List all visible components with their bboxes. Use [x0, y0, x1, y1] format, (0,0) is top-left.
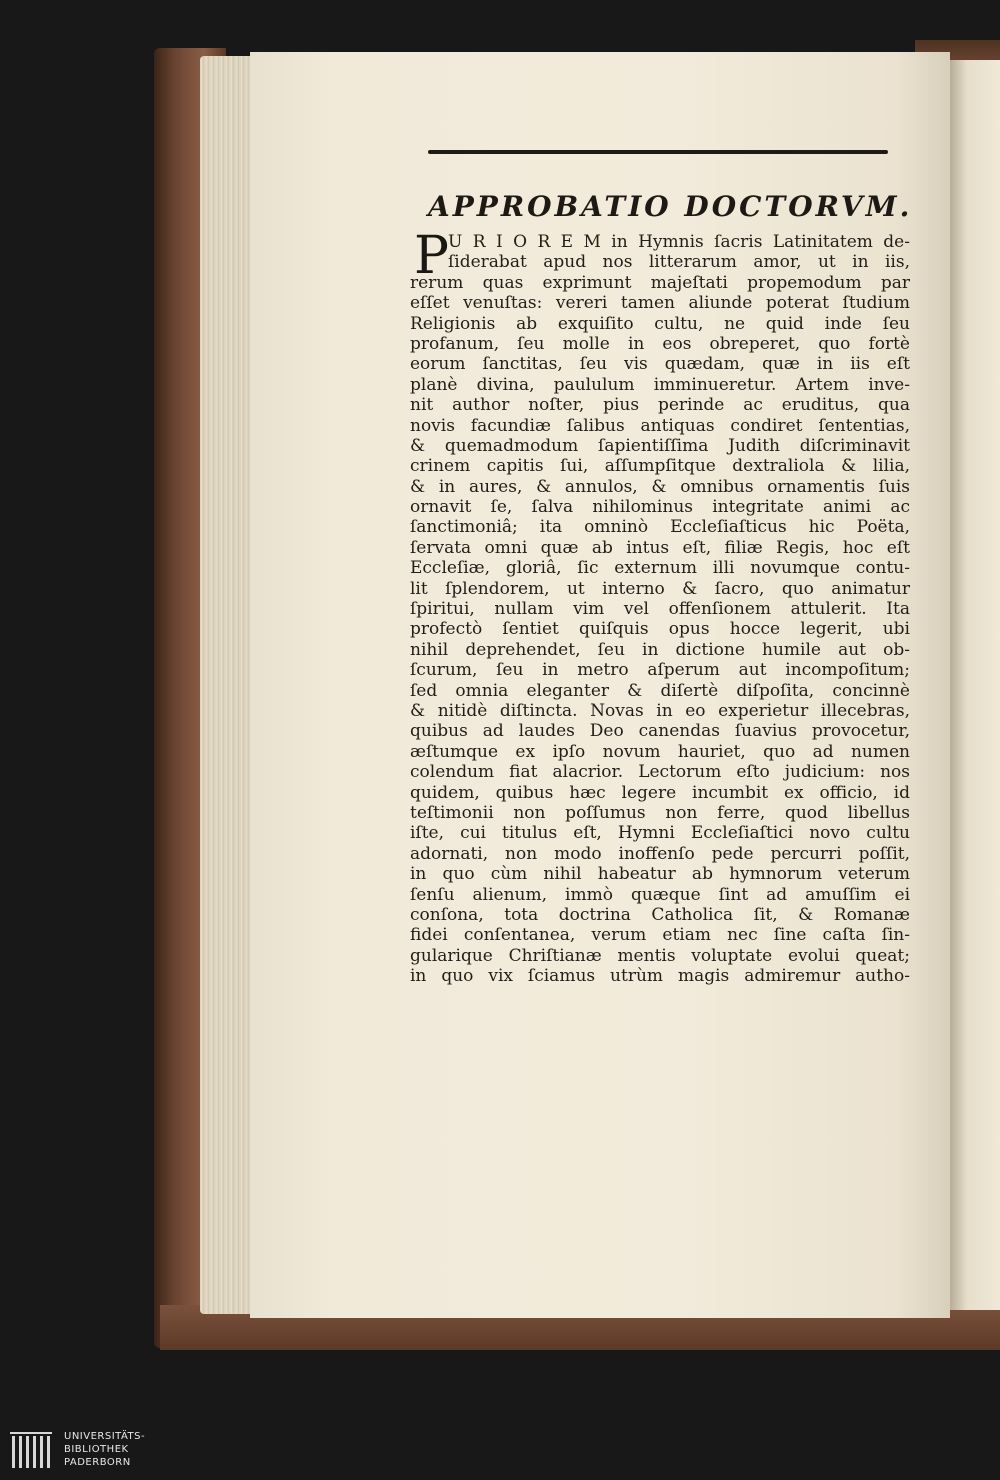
text-line: ſanctimoniâ; ita omninò Eccleſiaſticus hic Poëta,	[410, 517, 910, 538]
text-line: novis facundiæ ſalibus antiquas condiret ſententias,	[410, 415, 910, 436]
text-line: nihil deprehendet, ſeu in dictione humile aut ob-	[410, 639, 910, 660]
text-line: eſſet venuſtas: vereri tamen aliunde poterat ſtudium	[410, 293, 910, 314]
text-line: Religionis ab exquiſito cultu, ne quid inde ſeu	[410, 313, 910, 334]
text-line: ſcurum, ſeu in metro aſperum aut incompoſitum;	[410, 660, 910, 681]
text-line: eorum ſanctitas, ſeu vis quædam, quæ in iis eſt	[410, 354, 910, 375]
text-line: profanum, ſeu molle in eos obreperet, quo fortè	[410, 333, 910, 354]
text-line: ſiderabat apud nos litterarum amor, ut in iis,	[448, 252, 910, 273]
text-line: in quo cùm nihil habeatur ab hymnorum veterum	[410, 864, 910, 885]
text-line: colendum fiat alacrior. Lectorum eſto judicium: nos	[410, 762, 910, 783]
text-line: ſed omnia eleganter & diſertè diſpoſita, concinnè	[410, 680, 910, 701]
library-name-line-2: BIBLIOTHEK	[64, 1444, 129, 1455]
text-line: & quemadmodum ſapientiſſima Judith diſcriminavit	[410, 435, 910, 456]
text-line: ſpiritui, nullam vim vel offenſionem attulerit. Ita	[410, 599, 910, 620]
library-logo-icon	[10, 1430, 54, 1472]
library-name-line-1: UNIVERSITÄTS-	[64, 1431, 146, 1442]
facing-page	[945, 60, 1000, 1310]
text-line: lit ſplendorem, ut interno & ſacro, quo animatur	[410, 578, 910, 599]
header-rule	[428, 150, 888, 154]
text-line: adornati, non modo inoffenſo pede percurri poſſit,	[410, 843, 910, 864]
text-line: profectò ſentiet quiſquis opus hocce legerit, ubi	[410, 619, 910, 640]
text-line: æſtumque ex ipſo novum hauriet, quo ad numen	[410, 741, 910, 762]
text-line: ſervata omni quæ ab intus eſt, filiæ Regis, hoc eſt	[410, 537, 910, 558]
text-line: nit author noſter, pius perinde ac eruditus, qua	[410, 395, 910, 416]
page-heading: APPROBATIO DOCTORVM.	[428, 190, 913, 223]
text-line: & nitidè diſtincta. Novas in eo experietur illecebras,	[410, 700, 910, 721]
text-line: ornavit ſe, ſalva nihilominus integritate animi ac	[410, 497, 910, 518]
text-line: quidem, quibus hæc legere incumbit ex officio, id	[410, 782, 910, 803]
text-line: crinem capitis ſui, aſſumpſitque dextraliola & lilia,	[410, 456, 910, 477]
text-line: gularique Chriſtianæ mentis voluptate evolui queat;	[410, 945, 910, 966]
text-line: U R I O R E M in Hymnis ſacris Latinitatem de-	[448, 232, 910, 252]
text-line: in quo vix ſciamus utrùm magis admiremur autho-	[410, 966, 910, 987]
text-line: Eccleſiæ, gloriâ, ſic externum illi novumque contu-	[410, 558, 910, 579]
library-logo	[10, 1428, 170, 1474]
library-name	[64, 1430, 145, 1469]
text-line: ſenſu alienum, immò quæque ſint ad amuſſim ei	[410, 884, 910, 905]
text-line: fidei conſentanea, verum etiam nec ſine caſta ſin-	[410, 925, 910, 946]
text-line: rerum quas exprimunt majeſtati propemodum par	[410, 272, 910, 293]
text-line: teſtimonii non poſſumus non ferre, quod libellus	[410, 802, 910, 823]
library-name-line-3: PADERBORN	[64, 1457, 131, 1468]
text-line: iſte, cui titulus eſt, Hymni Eccleſiaſtici novo cultu	[410, 823, 910, 844]
text-line: quibus ad laudes Deo canendas ſuavius provocetur,	[410, 721, 910, 742]
text-line: conſona, tota doctrina Catholica ſit, & Romanæ	[410, 904, 910, 925]
text-line: planè divina, paululum imminueretur. Artem inve-	[410, 374, 910, 395]
body-text	[410, 226, 910, 987]
drop-cap: P	[414, 226, 449, 286]
text-line: & in aures, & annulos, & omnibus ornamentis ſuis	[410, 476, 910, 497]
